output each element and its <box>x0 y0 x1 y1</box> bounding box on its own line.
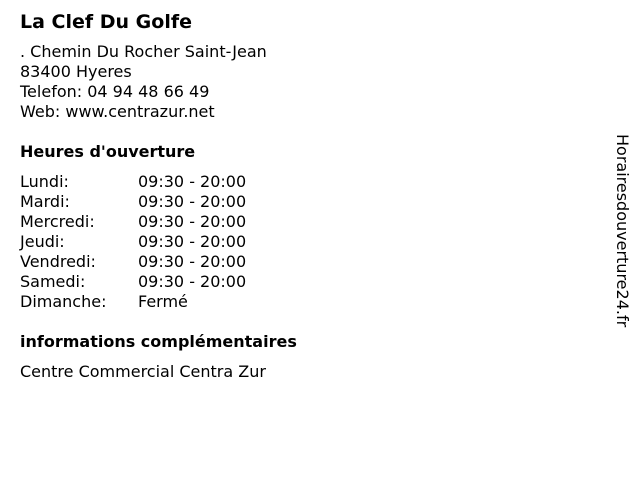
address-city: 83400 Hyeres <box>20 62 132 81</box>
additional-info-text: Centre Commercial Centra Zur <box>20 362 266 381</box>
day-label: Samedi: <box>20 272 86 291</box>
store-name: La Clef Du Golfe <box>20 11 192 33</box>
hours-row-tuesday <box>20 192 600 212</box>
phone-number: Telefon: 04 94 48 66 49 <box>20 82 210 101</box>
opening-hours-heading: Heures d'ouverture <box>20 142 196 161</box>
hours-row-thursday <box>20 232 600 252</box>
hours-row-wednesday <box>20 212 600 232</box>
time-value: 09:30 - 20:00 <box>138 272 247 291</box>
store-address <box>20 42 600 122</box>
time-value: 09:30 - 20:00 <box>138 172 247 191</box>
time-value: 09:30 - 20:00 <box>138 232 247 251</box>
day-label: Mercredi: <box>20 212 95 231</box>
day-label: Mardi: <box>20 192 70 211</box>
time-value: 09:30 - 20:00 <box>138 252 247 271</box>
time-value: 09:30 - 20:00 <box>138 212 247 231</box>
day-label: Lundi: <box>20 172 69 191</box>
opening-hours-table <box>20 172 600 312</box>
website: Web: www.centrazur.net <box>20 102 215 121</box>
day-label: Vendredi: <box>20 252 96 271</box>
hours-row-sunday <box>20 292 600 312</box>
address-street: . Chemin Du Rocher Saint-Jean <box>20 42 267 61</box>
hours-row-friday <box>20 252 600 272</box>
day-label: Dimanche: <box>20 292 107 311</box>
additional-info-heading: informations complémentaires <box>20 332 297 351</box>
site-watermark: Horairesdouverture24.fr <box>613 134 632 328</box>
time-value: Fermé <box>138 292 188 311</box>
store-details <box>20 10 600 382</box>
day-label: Jeudi: <box>20 232 65 251</box>
hours-row-monday <box>20 172 600 192</box>
hours-row-saturday <box>20 272 600 292</box>
time-value: 09:30 - 20:00 <box>138 192 247 211</box>
